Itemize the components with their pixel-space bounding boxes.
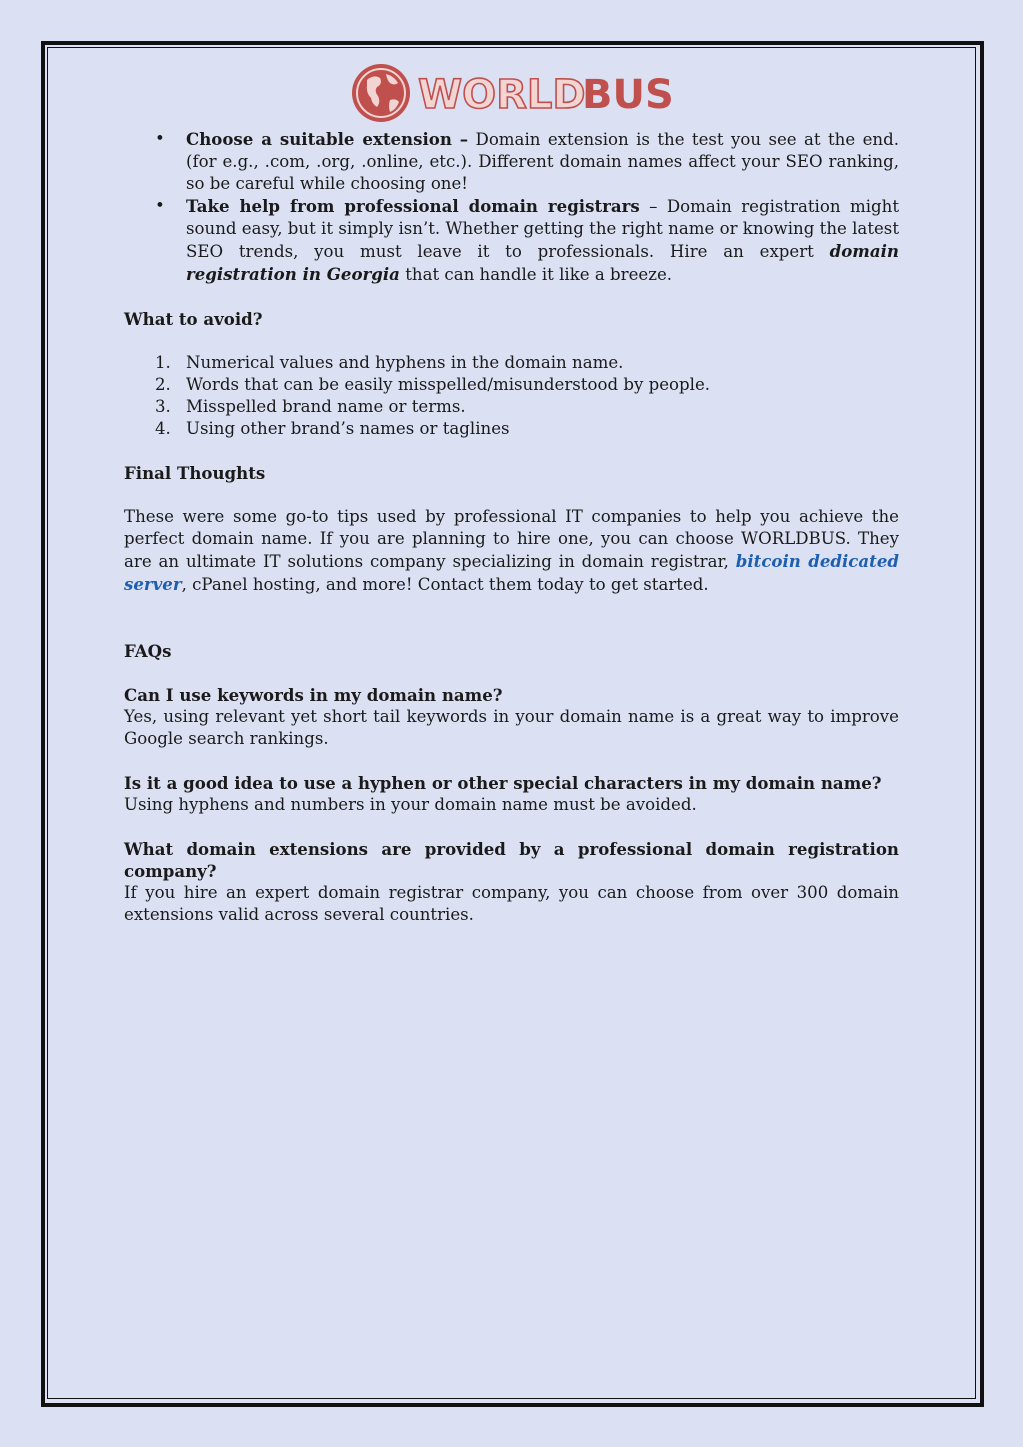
final-text: These were some go-to tips used by professional IT companies to help you achieve the perfect domain name. If you are planning to hire one, you can choose WORLDBUS. They are an ultimate IT solutions company specializing in domain registrar, (124, 507, 899, 571)
tip-item (186, 128, 899, 195)
tips-list (124, 128, 899, 286)
list-number: 2. (155, 375, 171, 394)
list-number: 4. (155, 419, 171, 438)
logo-word-bus: BUS (582, 72, 674, 118)
faq-answer: Yes, using relevant yet short tail keywords in your domain name is a great way to improve Google search rankings. (124, 707, 899, 748)
faq-question: What domain extensions are provided by a professional domain registration company? (124, 839, 899, 881)
tip-item (186, 195, 899, 286)
tip-text: Domain extension is the test you see at the end. (for e.g., .com, .org, .online, etc.). Different domain names affect your SEO ranking, so be careful while choosing one! (186, 130, 899, 193)
worldbus-logo (350, 60, 680, 126)
document-body (124, 128, 899, 926)
list-item (155, 418, 899, 440)
tip-title: Take help from professional domain registrars (186, 196, 640, 216)
list-item (155, 374, 899, 396)
tip-text-after: that can handle it like a breeze. (399, 265, 673, 284)
tip-emphasis: domain registration in Georgia (186, 241, 899, 284)
faqs-heading: FAQs (124, 641, 172, 661)
globe-icon (352, 64, 410, 122)
list-text: Using other brand’s names or taglines (186, 419, 510, 438)
final-thoughts-paragraph (124, 506, 899, 596)
faq-answer: Using hyphens and numbers in your domain name must be avoided. (124, 795, 697, 814)
list-text: Misspelled brand name or terms. (186, 397, 466, 416)
final-thoughts-heading: Final Thoughts (124, 463, 266, 483)
final-text-after: , cPanel hosting, and more! Contact them today to get started. (181, 575, 709, 594)
avoid-heading: What to avoid? (124, 309, 263, 329)
bitcoin-server-link[interactable]: bitcoin dedicated server (124, 551, 899, 594)
faq-question: Is it a good idea to use a hyphen or other special characters in my domain name? (124, 773, 882, 793)
list-item (155, 396, 899, 418)
faq-answer: If you hire an expert domain registrar company, you can choose from over 300 domain extensions valid across several countries. (124, 883, 899, 924)
list-number: 3. (155, 397, 171, 416)
tip-text: – Domain registration might sound easy, but it simply isn’t. Whether getting the right name or knowing the latest SEO trends, you must leave it to professionals. Hire an expert (186, 197, 899, 261)
faq-question: Can I use keywords in my domain name? (124, 685, 503, 705)
tip-title: Choose a suitable extension – (186, 129, 469, 149)
list-text: Numerical values and hyphens in the domain name. (186, 353, 624, 372)
list-item (155, 352, 899, 374)
list-text: Words that can be easily misspelled/misunderstood by people. (186, 375, 711, 394)
avoid-list (124, 352, 899, 440)
list-number: 1. (155, 353, 171, 372)
logo-word-world: WORLD (418, 72, 586, 118)
